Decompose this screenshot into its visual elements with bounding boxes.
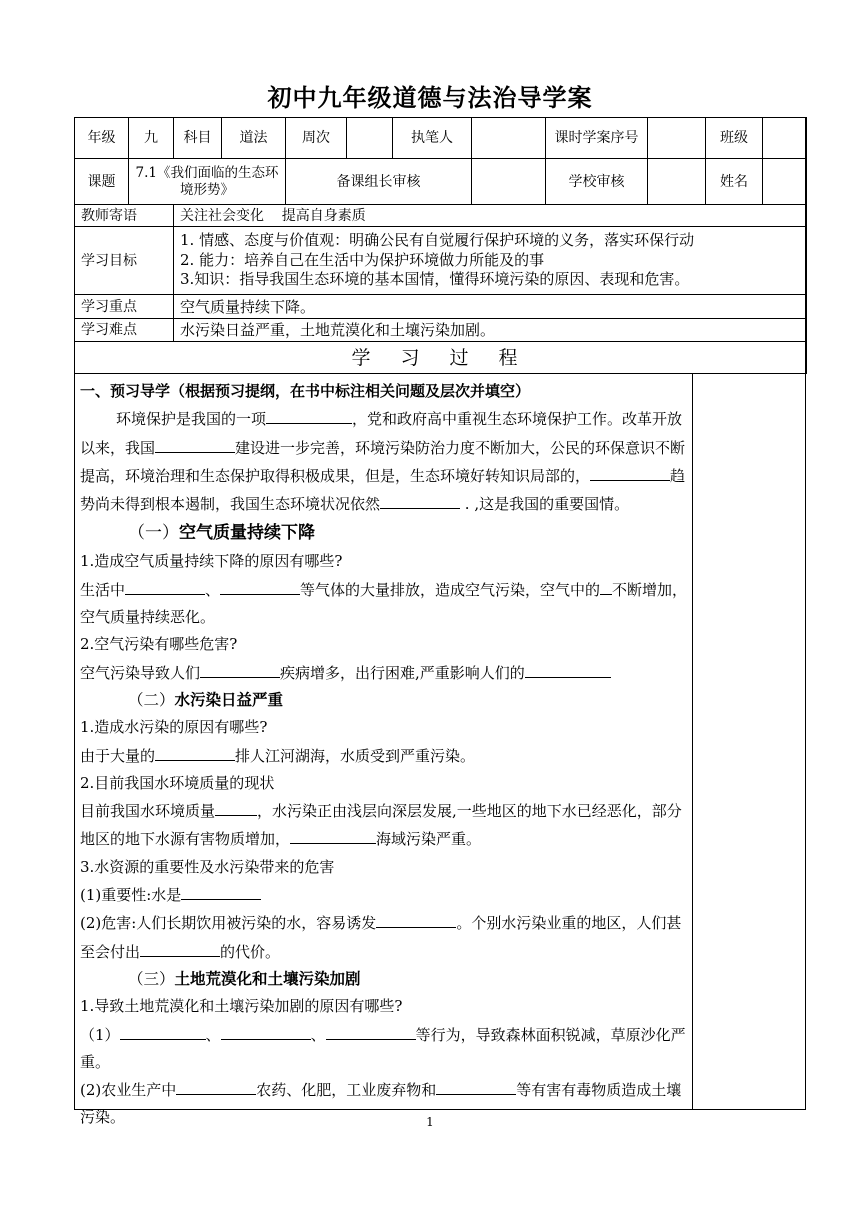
fill-blank[interactable]	[266, 405, 352, 424]
subheading-water: （二）水污染日益严重	[128, 690, 284, 709]
week-value[interactable]	[347, 118, 393, 159]
author-value[interactable]	[472, 118, 546, 159]
difficulty-value: 水污染日益严重，土地荒漠化和土壤污染加剧。	[174, 319, 807, 342]
fill-blank[interactable]	[221, 1021, 311, 1040]
answer-line: （1） 、 、 等行为，导致森林面积锐减，草原沙化严重。	[80, 1021, 688, 1077]
fill-blank[interactable]	[181, 881, 261, 900]
review-value[interactable]	[472, 159, 546, 205]
author-label: 执笔人	[393, 118, 472, 159]
difficulty-label: 学习难点	[75, 319, 174, 342]
answer-line: (1)重要性:水是	[80, 881, 688, 909]
class-value[interactable]	[763, 118, 807, 159]
fill-blank[interactable]	[326, 1021, 416, 1040]
row-key	[75, 295, 807, 319]
question: 1.导致土地荒漠化和土壤污染加剧的原因有哪些?	[80, 997, 403, 1016]
question: 3.水资源的重要性及水污染带来的危害	[80, 857, 335, 876]
class-label: 班级	[706, 118, 763, 159]
fill-blank[interactable]	[215, 797, 257, 816]
fill-blank[interactable]	[590, 462, 670, 481]
fill-blank[interactable]	[176, 1076, 256, 1095]
fill-blank[interactable]	[376, 909, 456, 928]
answer-line: 空气污染导致人们 疾病增多，出行困难,严重影响人们的	[80, 659, 688, 687]
fill-blank[interactable]	[525, 659, 611, 678]
topic-value: 7.1《我们面临的生态环境形势》	[129, 159, 286, 205]
row-goals	[75, 227, 807, 295]
question: 1.造成水污染的原因有哪些?	[80, 718, 268, 737]
row-topic	[75, 159, 807, 205]
learning-content	[80, 378, 688, 1132]
name-value[interactable]	[763, 159, 807, 205]
goal-item: 1. 情感、态度与价值观：明确公民有自觉履行保护环境的义务，落实环保行动	[180, 231, 695, 250]
answer-line: (2)农业生产中 农药、化肥，工业废弃物和 等有害有毒物质造成土壤污染。	[80, 1076, 688, 1132]
teacher-msg: 关注社会变化 提高自身素质	[174, 205, 807, 227]
subheading-air: （一）空气质量持续下降	[128, 523, 315, 544]
row-grade	[75, 118, 807, 159]
review-label: 备课组长审核	[286, 159, 472, 205]
week-label: 周次	[286, 118, 347, 159]
subheading-land: （三）土地荒漠化和土壤污染加剧	[128, 969, 361, 988]
answer-line: 由于大量的 排人江河湖海，水质受到严重污染。	[80, 742, 688, 770]
question: 2.目前我国水环境质量的现状	[80, 773, 275, 792]
page-number: 1	[426, 1115, 434, 1129]
fill-blank[interactable]	[600, 576, 612, 595]
process-title: 学 习 过 程	[75, 342, 807, 374]
goals-cell	[174, 227, 807, 295]
row-teacher-msg	[75, 205, 807, 227]
fill-blank[interactable]	[125, 576, 205, 595]
key-label: 学习重点	[75, 295, 174, 319]
answer-line: 生活中 、 等气体的大量排放，造成空气污染，空气中的 不断增加，空气质量持续恶化。	[80, 576, 688, 632]
question: 1.造成空气质量持续下降的原因有哪些?	[80, 552, 343, 571]
lesson-no-value[interactable]	[648, 118, 706, 159]
fill-blank[interactable]	[436, 1076, 516, 1095]
document-title: 初中九年级道德与法治导学案	[267, 84, 593, 112]
lesson-no-label: 课时学案序号	[546, 118, 648, 159]
name-label: 姓名	[706, 159, 763, 205]
grade-label: 年级	[75, 118, 129, 159]
key-value: 空气质量持续下降。	[174, 295, 807, 319]
fill-blank[interactable]	[140, 938, 220, 957]
answer-line: 目前我国水环境质量 ，水污染正由浅层向深层发展,一些地区的地下水已经恶化，部分地区的地下水源有害物质增加， 海域污染严重。	[80, 797, 688, 854]
goal-item: 3.知识：指导我国生态环境的基本国情，懂得环境污染的原因、表现和危害。	[180, 270, 690, 289]
fill-blank[interactable]	[155, 434, 235, 453]
row-difficulty	[75, 319, 807, 342]
fill-blank[interactable]	[380, 490, 460, 509]
section-heading: 一、预习导学（根据预习提纲，在书中标注相关问题及层次并填空）	[80, 382, 531, 400]
grade-value: 九	[129, 118, 174, 159]
row-process-title	[75, 342, 807, 374]
header-table	[74, 117, 807, 374]
question: 2.空气污染有哪些危害?	[80, 635, 238, 654]
notes-column-divider	[692, 373, 693, 1110]
fill-blank[interactable]	[220, 576, 300, 595]
topic-label: 课题	[75, 159, 129, 205]
fill-blank[interactable]	[290, 825, 376, 844]
fill-blank[interactable]	[200, 659, 280, 678]
school-review-label: 学校审核	[546, 159, 648, 205]
answer-line: (2)危害:人们长期饮用被污染的水，容易诱发 。个别水污染业重的地区，人们甚至会付出 的代价。	[80, 909, 688, 966]
fill-blank[interactable]	[120, 1021, 206, 1040]
intro-paragraph: 环境保护是我国的一项 ，党和政府高中重视生态环境保护工作。改革开放以来，我国 建设进一步完善，环境污染防治力度不断加大，公民的环保意识不断提高，环境治理和生态保护取得积极成果，但是，生态环境好转知识局部的， 趋势尚未得到根本遏制，我国生态环境状况依然 . ,这是我国的重要国情。	[80, 405, 688, 518]
goals-label: 学习目标	[75, 227, 174, 295]
school-review-value[interactable]	[648, 159, 706, 205]
goal-item: 2. 能力：培养自己在生活中为保护环境做力所能及的事	[180, 250, 545, 269]
teacher-msg-label: 教师寄语	[75, 205, 174, 227]
subject-value: 道法	[222, 118, 286, 159]
subject-label: 科目	[174, 118, 222, 159]
fill-blank[interactable]	[155, 742, 235, 761]
